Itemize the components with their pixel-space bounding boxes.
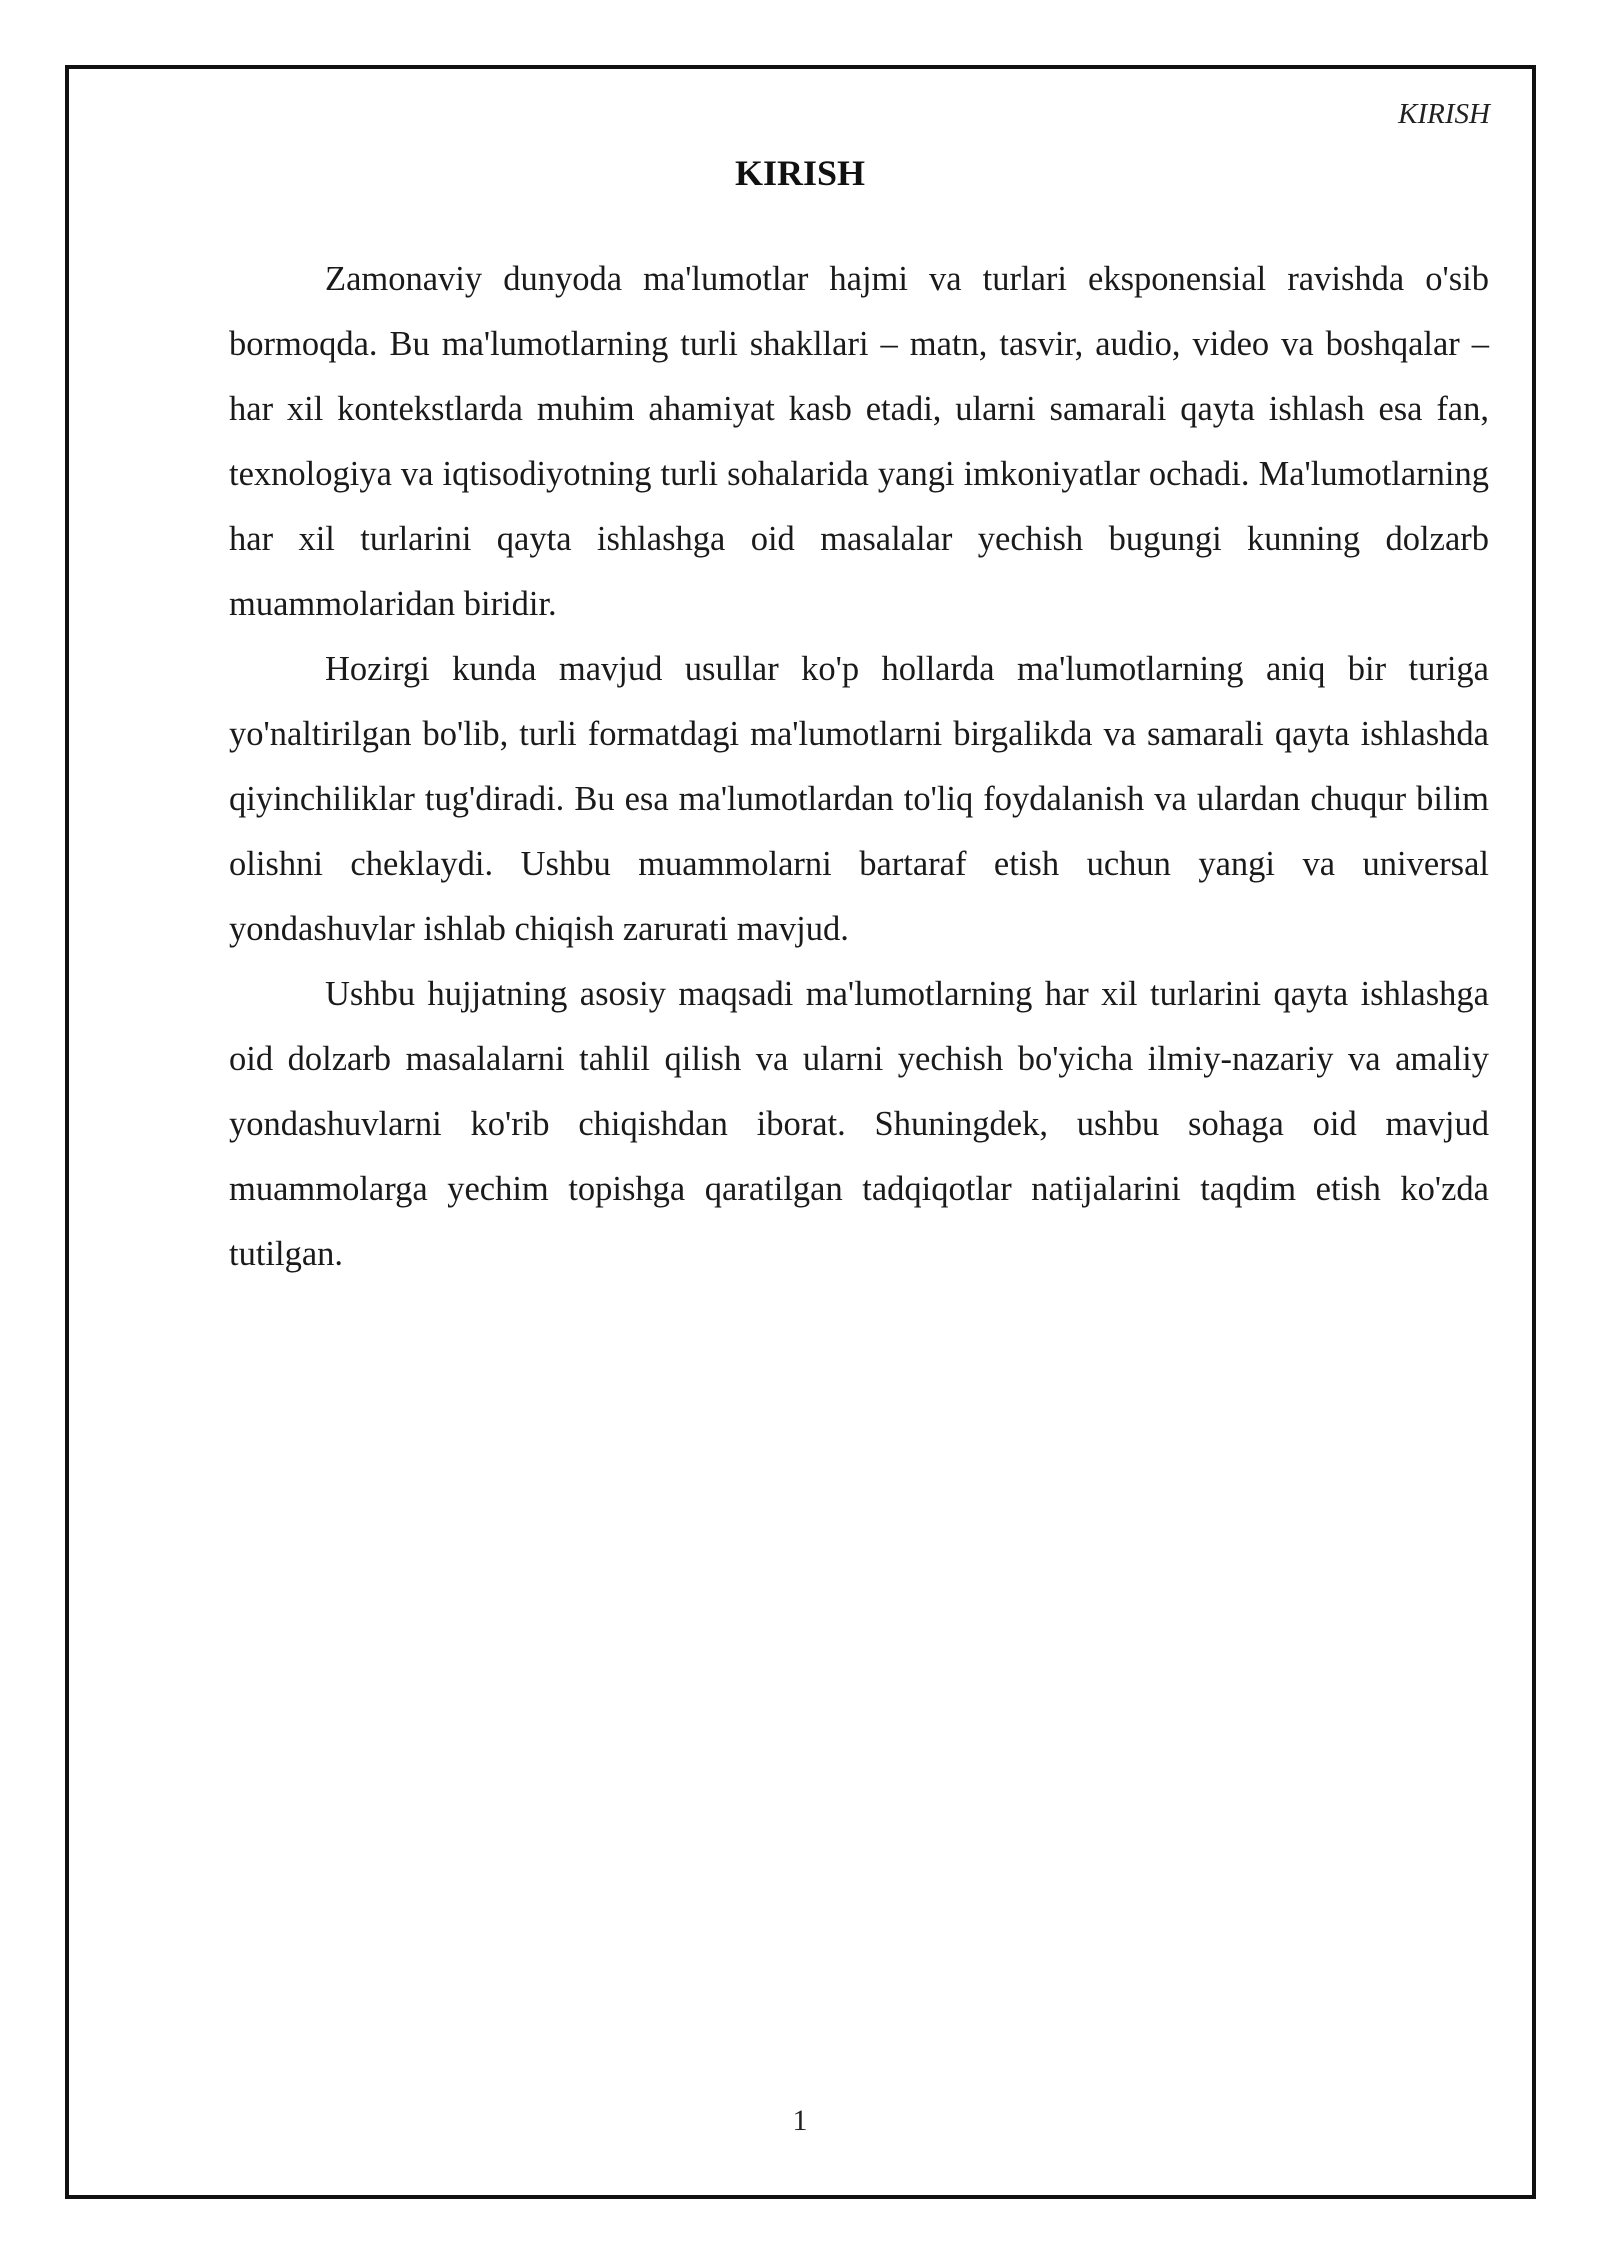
running-header: KIRISH	[1398, 98, 1490, 130]
document-body	[229, 247, 1489, 1287]
paragraph-3: Ushbu hujjatning asosiy maqsadi ma'lumotlarning har xil turlarini qayta ishlashga oid dolzarb masalalarni tahlil qilish va ularni yechish bo'yicha ilmiy-nazariy va amaliy yondashuvlarni ko'rib chiqishdan iborat. Shuningdek, ushbu sohaga oid mavjud muammolarga yechim topishga qaratilgan tadqiqotlar natijalarini taqdim etish ko'zda tutilgan.	[229, 975, 1489, 1273]
page-number: 1	[792, 2104, 808, 2137]
page-title: KIRISH	[734, 153, 866, 193]
paragraph-1: Zamonaviy dunyoda ma'lumotlar hajmi va turlari eksponensial ravishda o'sib bormoqda. Bu ma'lumotlarning turli shakllari – matn, tasvir, audio, video va boshqalar – har xil kontekstlarda muhim ahamiyat kasb etadi, ularni samarali qayta ishlash esa fan, texnologiya va iqtisodiyotning turli sohalarida yangi imkoniyatlar ochadi. Ma'lumotlarning har xil turlarini qayta ishlashga oid masalalar yechish bugungi kunning dolzarb muammolaridan biridir.	[229, 260, 1489, 623]
paragraph-2: Hozirgi kunda mavjud usullar ko'p hollarda ma'lumotlarning aniq bir turiga yo'naltirilgan bo'lib, turli formatdagi ma'lumotlarni birgalikda va samarali qayta ishlashda qiyinchiliklar tug'diradi. Bu esa ma'lumotlardan to'liq foydalanish va ulardan chuqur bilim olishni cheklaydi. Ushbu muammolarni bartaraf etish uchun yangi va universal yondashuvlar ishlab chiqish zarurati mavjud.	[229, 650, 1489, 948]
